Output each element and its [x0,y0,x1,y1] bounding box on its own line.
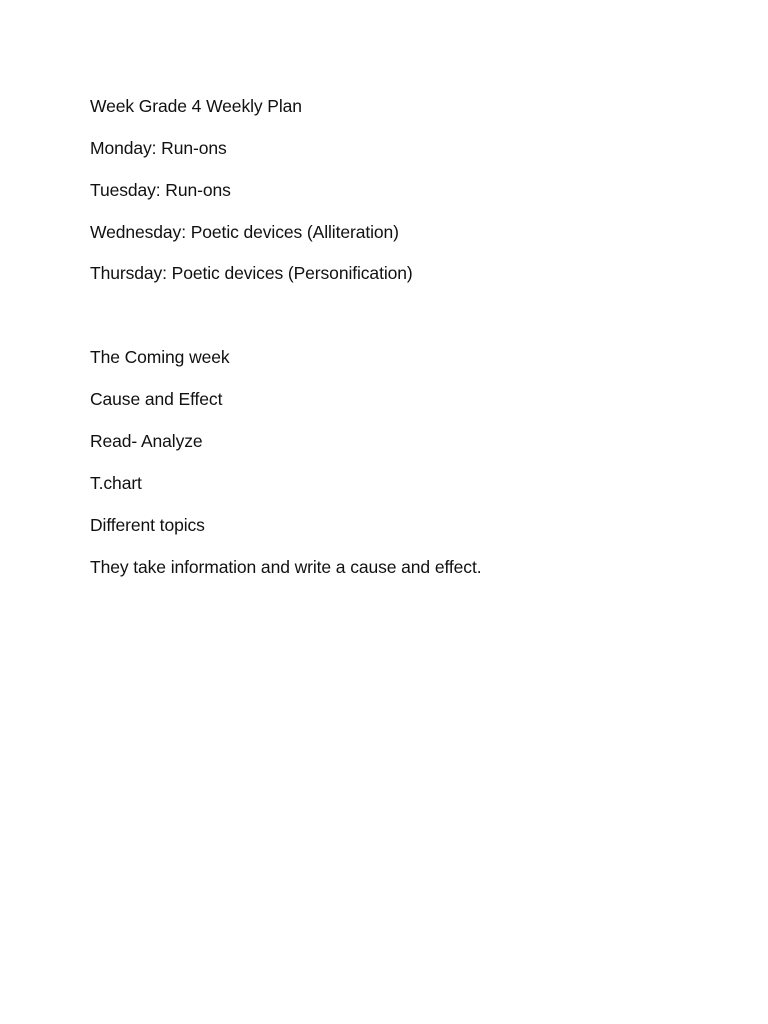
coming-week-item: They take information and write a cause and effect. [90,557,482,577]
coming-week-item: Read- Analyze [90,431,203,451]
coming-week-item: Cause and Effect [90,389,223,409]
schedule-line-monday: Monday: Run-ons [90,138,227,158]
schedule-line-wednesday: Wednesday: Poetic devices (Alliteration) [90,222,399,242]
schedule-line-thursday: Thursday: Poetic devices (Personification) [90,263,413,283]
coming-week-item: T.chart [90,473,142,493]
plan-title: Week Grade 4 Weekly Plan [90,96,302,116]
coming-week-heading: The Coming week [90,347,230,367]
schedule-line-tuesday: Tuesday: Run-ons [90,180,231,200]
coming-week-item: Different topics [90,515,205,535]
